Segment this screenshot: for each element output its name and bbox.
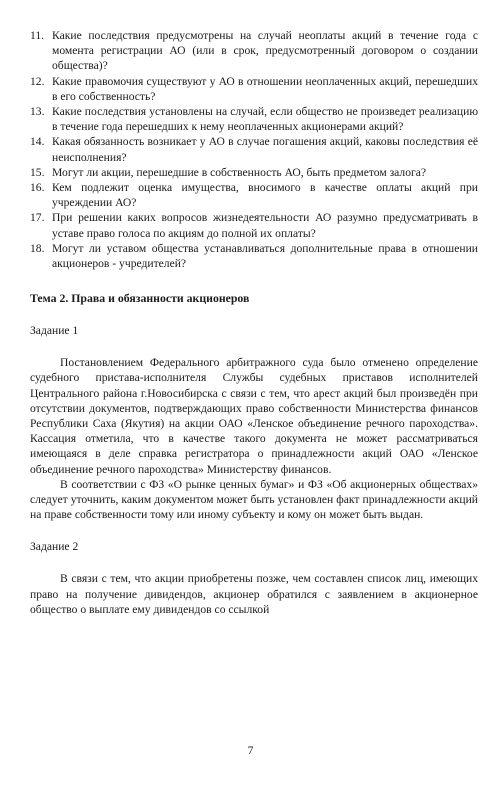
question-item xyxy=(30,74,478,104)
question-item xyxy=(30,210,478,240)
question-text: Какая обязанность возникает у АО в случае погашения акций, каковы последствия её неисполнения? xyxy=(52,135,478,164)
question-number: 13. xyxy=(30,105,45,119)
question-text: Какие последствия предусмотрены на случай неоплаты акций в течение года с момента регистрации АО (или в срок, предусмотренный договором о создании общества)? xyxy=(52,29,478,73)
question-number: 17. xyxy=(30,211,45,225)
page-number: 7 xyxy=(247,744,254,757)
question-text: Какие правомочия существуют у АО в отношении неоплаченных акций, перешедших в его собственность? xyxy=(52,74,478,103)
question-text: Какие последствия установлены на случай, если общество не произведет реализацию в течение года перешедших к нему неоплаченных акционерами акций? xyxy=(52,105,478,134)
question-number: 12. xyxy=(30,74,45,88)
document-page xyxy=(30,28,478,617)
question-number: 15. xyxy=(30,165,45,179)
question-number: 16. xyxy=(30,181,45,195)
question-number: 18. xyxy=(30,241,45,255)
question-item xyxy=(30,134,478,164)
question-item xyxy=(30,104,478,134)
question-item xyxy=(30,241,478,271)
question-text: Могут ли уставом общества устанавливаться дополнительные права в отношении акционеров - учредителей? xyxy=(52,241,478,271)
task-2-paragraph: В связи с тем, что акции приобретены позже, чем составлен список лиц, имеющих право на получение дивидендов, акционер обратился с заявлением в акционерное общество о выплате ему дивидендов со ссылкой xyxy=(30,572,478,616)
task-1-title: Задание 1 xyxy=(30,324,79,338)
question-number: 14. xyxy=(30,135,45,149)
question-item xyxy=(30,165,478,180)
question-list xyxy=(30,28,478,271)
question-text: При решении каких вопросов жизнедеятельности АО разумно предусматривать в уставе право голоса по акциям до полной их оплаты? xyxy=(52,211,478,240)
question-number: 11. xyxy=(30,29,45,42)
question-item xyxy=(30,180,478,210)
task-1-paragraph: В соответствии с ФЗ «О рынке ценных бумаг» и ФЗ «Об акционерных обществах» следует уточнить, каким документом может быть установлен факт принадлежности акций на праве собственности тому или иному субъекту и кому он может быть выдан. xyxy=(30,477,478,522)
section-heading: Тема 2. Права и обязанности акционеров xyxy=(30,291,250,306)
question-text: Могут ли акции, перешедшие в собственность АО, быть предметом залога? xyxy=(52,165,427,179)
question-item xyxy=(30,28,478,74)
task-1-paragraph: Постановлением Федерального арбитражного суда было отменено определение судебного пристава-исполнителя Службы судебных приставов исполнителей Центрального района г.Новосибирска с связи с тем, что арест акций был произведён при отсутствии документов, подтверждающих право собственности Министерства финансов Республики Саха (Якутия) на акции ОАО «Ленское объединение речного пароходства». Кассация отметила, что в качестве такого документа не может рассматриваться имеющаяся в деле справка регистратора о принадлежности акций ОАО «Ленское объединение речного пароходства» Министерству финансов. xyxy=(30,356,478,476)
task-2-title: Задание 2 xyxy=(30,540,79,554)
question-text: Кем подлежит оценка имущества, вносимого в качестве оплаты акций при учреждении АО? xyxy=(52,181,478,210)
